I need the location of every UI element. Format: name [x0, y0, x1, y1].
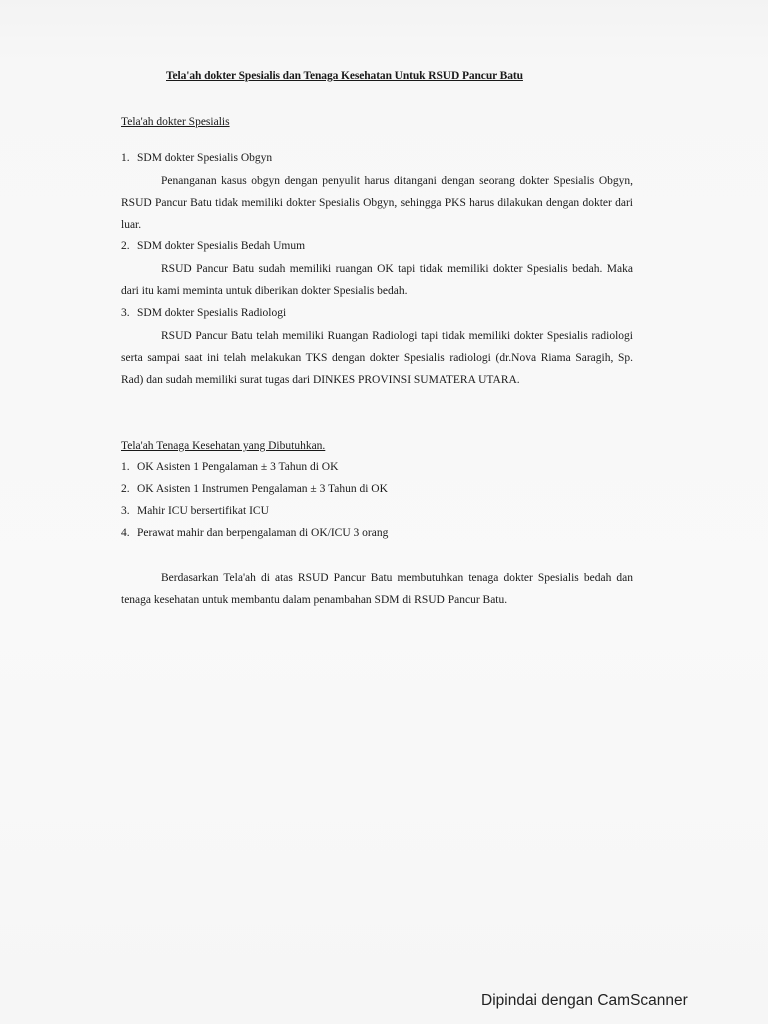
- list-number: 2.: [121, 240, 130, 252]
- section-heading-dokter-spesialis: Tela'ah dokter Spesialis: [121, 116, 230, 128]
- list-number: 3.: [121, 307, 130, 319]
- camscanner-watermark: Dipindai dengan CamScanner: [481, 992, 688, 1009]
- list-item-title: SDM dokter Spesialis Obgyn: [137, 152, 273, 164]
- list-item-bedah-umum: [121, 240, 305, 252]
- section-heading-tenaga-kesehatan: Tela'ah Tenaga Kesehatan yang Dibutuhkan.: [121, 440, 326, 452]
- list-item-mahir-icu: [121, 505, 269, 517]
- list-item-text: Mahir ICU bersertifikat ICU: [137, 505, 269, 517]
- list-item-obgyn: [121, 152, 272, 164]
- list-item-perawat: [121, 527, 388, 539]
- paragraph-radiologi: RSUD Pancur Batu telah memiliki Ruangan Radiologi tapi tidak memiliki dokter Spesialis radiologi serta sampai saat ini telah melakukan TKS dengan dokter Spesialis radiologi (dr.Nova Riama Saragih, Sp. Rad) dan sudah memiliki surat tugas dari DINKES PROVINSI SUMATERA UTARA.: [121, 330, 633, 387]
- paragraph-conclusion: Berdasarkan Tela'ah di atas RSUD Pancur Batu membutuhkan tenaga dokter Spesialis bedah dan tenaga kesehatan untuk membantu dalam penambahan SDM di RSUD Pancur Batu.: [121, 572, 633, 607]
- list-item-text: Perawat mahir dan berpengalaman di OK/ICU 3 orang: [137, 527, 389, 539]
- list-item-title: SDM dokter Spesialis Bedah Umum: [137, 240, 306, 252]
- list-item-ok-asisten: [121, 461, 338, 473]
- list-item-title: SDM dokter Spesialis Radiologi: [137, 307, 287, 319]
- list-number: 3.: [121, 505, 130, 517]
- list-item-text: OK Asisten 1 Pengalaman ± 3 Tahun di OK: [137, 461, 339, 473]
- paragraph-bedah-umum: RSUD Pancur Batu sudah memiliki ruangan OK tapi tidak memiliki dokter Spesialis bedah. Maka dari itu kami meminta untuk diberikan dokter Spesialis bedah.: [121, 263, 633, 298]
- list-number: 2.: [121, 483, 130, 495]
- list-number: 1.: [121, 152, 130, 164]
- list-number: 4.: [121, 527, 130, 539]
- list-item-ok-instrumen: [121, 483, 388, 495]
- document-title: Tela'ah dokter Spesialis dan Tenaga Kesehatan Untuk RSUD Pancur Batu: [166, 70, 523, 82]
- list-item-text: OK Asisten 1 Instrumen Pengalaman ± 3 Tahun di OK: [137, 483, 388, 495]
- list-item-radiologi: [121, 307, 286, 319]
- paragraph-obgyn: Penanganan kasus obgyn dengan penyulit harus ditangani dengan seorang dokter Spesialis Obgyn, RSUD Pancur Batu tidak memiliki dokter Spesialis Obgyn, sehingga PKS harus dilakukan dengan dokter dari luar.: [121, 175, 633, 232]
- list-number: 1.: [121, 461, 130, 473]
